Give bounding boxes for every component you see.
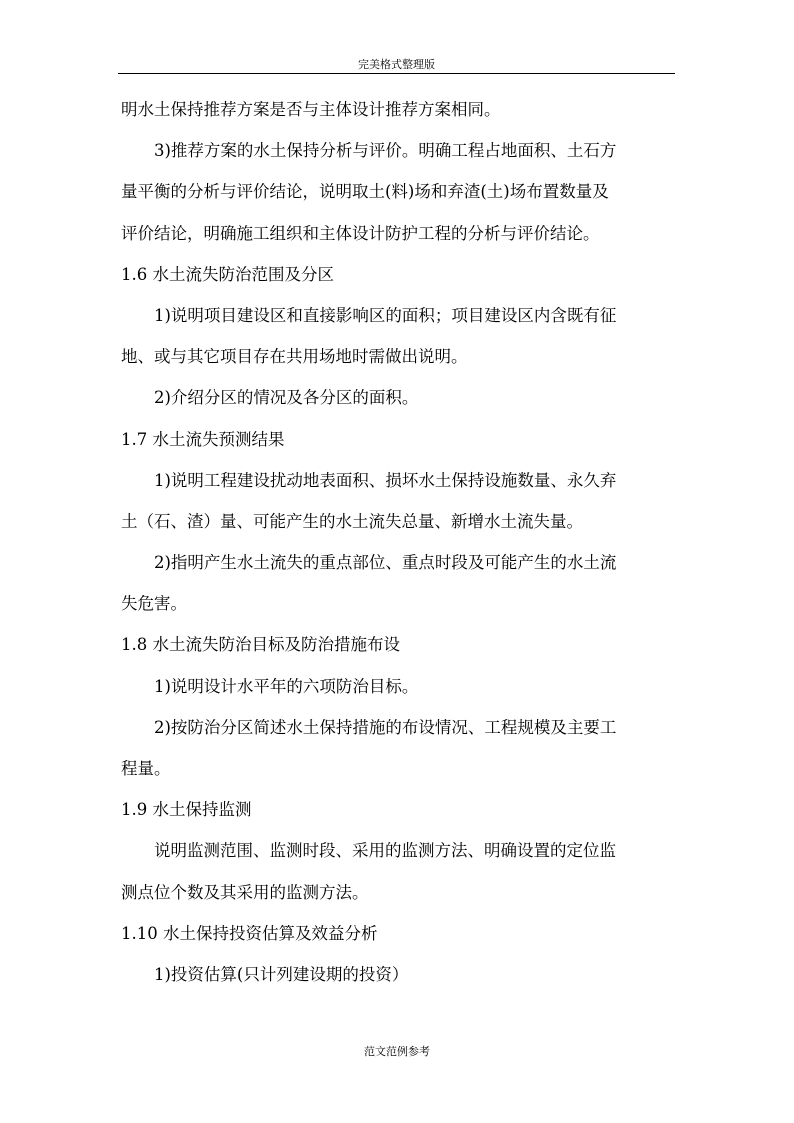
paragraph-line: 2)介绍分区的情况及各分区的面积。 (154, 388, 419, 408)
page-footer: 范文范例参考 (364, 1045, 430, 1058)
paragraph-line: 3)推荐方案的水土保持分析与评价。明确工程占地面积、土石方 (154, 141, 617, 161)
paragraph-line: 测点位个数及其采用的监测方法。 (121, 882, 369, 902)
header-divider (118, 73, 675, 74)
paragraph-line: 明水土保持推荐方案是否与主体设计推荐方案相同。 (121, 100, 501, 119)
paragraph-line: 1)说明工程建设扰动地表面积、损坏水土保持设施数量、永久弃 (154, 470, 617, 490)
document-body (121, 100, 679, 1006)
paragraph-line: 土（石、渣）量、可能产生的水土流失总量、新增水土流失量。 (121, 511, 583, 531)
paragraph-line: 1)投资估算(只计列建设期的投资） (154, 964, 409, 984)
paragraph-line: 失危害。 (121, 594, 187, 614)
paragraph-line: 2)按防治分区简述水土保持措施的布设情况、工程规模及主要工 (154, 717, 617, 737)
paragraph-line: 程量。 (121, 759, 171, 778)
paragraph-line: 1)说明设计水平年的六项防治目标。 (154, 676, 419, 696)
paragraph-line: 地、或与其它项目存在共用场地时需做出说明。 (121, 347, 468, 367)
section-heading: 1.9 水土保持监测 (121, 800, 252, 820)
section-heading: 1.6 水土流失防治范围及分区 (121, 264, 334, 284)
paragraph-line: 评价结论，明确施工组织和主体设计防护工程的分析与评价结论。 (121, 223, 600, 243)
section-heading: 1.8 水土流失防治目标及防治措施布设 (121, 635, 400, 655)
paragraph-line: 2)指明产生水土流失的重点部位、重点时段及可能产生的水土流 (154, 553, 617, 573)
paragraph-line: 说明监测范围、监测时段、采用的监测方法、明确设置的定位监 (154, 841, 616, 861)
page-header: 完美格式整理版 (358, 58, 435, 71)
paragraph-line: 量平衡的分析与评价结论，说明取土(料)场和弃渣(土)场布置数量及 (121, 182, 609, 202)
paragraph-line: 1)说明项目建设区和直接影响区的面积；项目建设区内含既有征 (154, 305, 617, 325)
section-heading: 1.7 水土流失预测结果 (121, 429, 285, 449)
section-heading: 1.10 水土保持投资估算及效益分析 (121, 923, 378, 943)
